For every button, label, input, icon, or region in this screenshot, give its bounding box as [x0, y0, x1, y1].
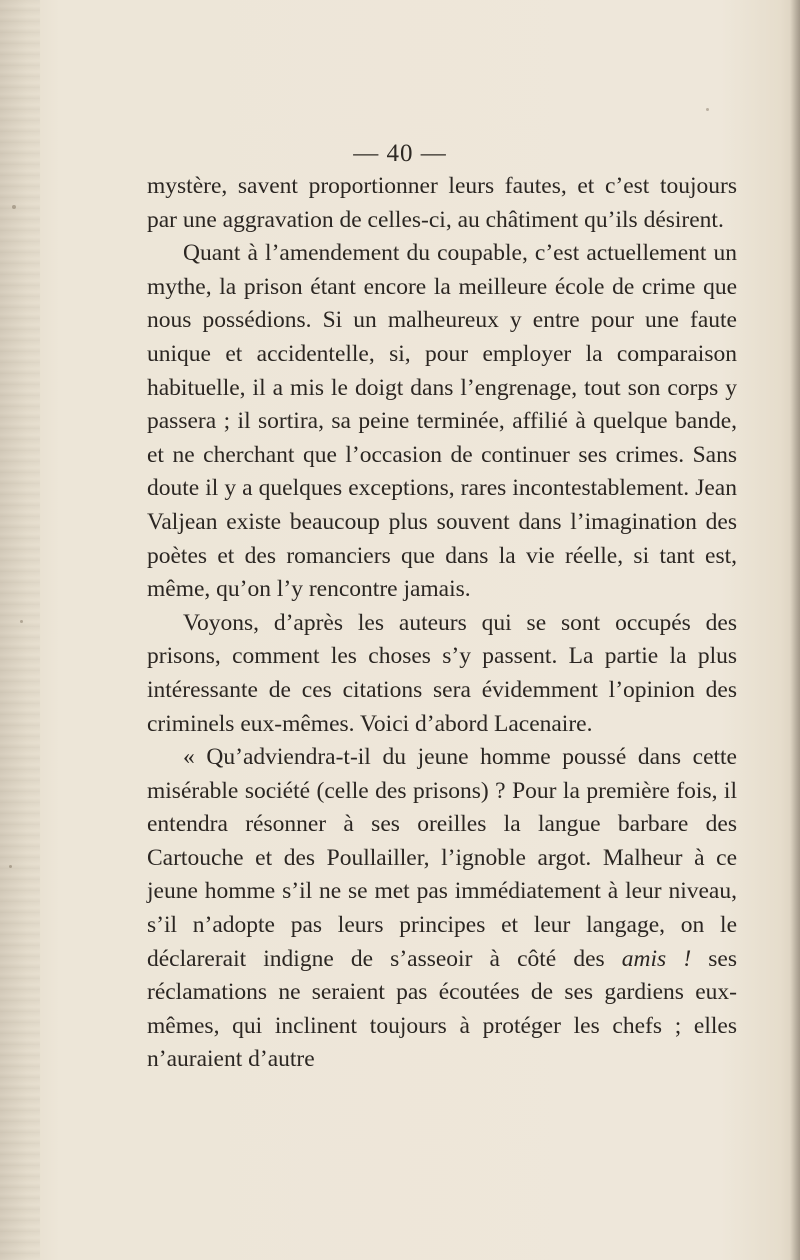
quote-italic-amis: amis !	[621, 945, 692, 972]
paper-speck	[20, 620, 23, 623]
body-text	[147, 170, 737, 1077]
page-number: — 40 —	[353, 140, 447, 167]
quote-text-before-italic: « Qu’adviendra-t-il du jeune homme poussé dans cette misérable société (celle des prisons) ? Pour la première fois, il entendra résonner à ses oreilles la langue barbare des Cartouche et des Poullailler, l’ignoble argot. Malheur à ce jeune homme s’il ne se met pas immédiatement à leur niveau, s’il n’adopte pas leurs principes et leur langage, on le déclarerait indigne de s’asseoir à côté des	[147, 744, 737, 972]
paragraph-voyons: Voyons, d’après les auteurs qui se sont occupés des prisons, comment les choses s’y passent. La partie la plus intéressante de ces citations sera évidemment l’opinion des criminels eux-mêmes. Voici d’abord Lacenaire.	[147, 609, 737, 737]
paragraph-continuation: mystère, savent proportionner leurs fautes, et c’est toujours par une aggravation de celles-ci, au châtiment qu’ils désirent.	[147, 173, 737, 233]
paper-speck	[9, 865, 12, 868]
page-edge-shadow	[790, 0, 800, 1260]
paragraph-amendement: Quant à l’amendement du coupable, c’est actuellement un mythe, la prison étant encore la meilleure école de crime que nous possédions. Si un malheureux y entre pour une faute unique et accidentelle, si, pour employer la comparaison habituelle, il a mis le doigt dans l’engrenage, tout son corps y passera ; il sortira, sa peine terminée, affilié à quelque bande, et ne cherchant que l’occasion de continuer ses crimes. Sans doute il y a quelques exceptions, rares incontestablement. Jean Valjean existe beaucoup plus souvent dans l’imagination des poètes et des romanciers que dans la vie réelle, si tant est, même, qu’on l’y rencontre jamais.	[147, 240, 737, 603]
paper-speck	[12, 205, 16, 209]
page-gutter-shadow	[0, 0, 40, 1260]
paper-speck	[706, 108, 709, 111]
quote-text-after-italic: ses réclamations ne seraient pas écoutées de ses gardiens eux-mêmes, qui inclinent toujours à protéger les chefs ; elles n’auraient d’autre	[147, 945, 737, 1073]
paragraph-lacenaire-quote	[147, 741, 737, 1077]
